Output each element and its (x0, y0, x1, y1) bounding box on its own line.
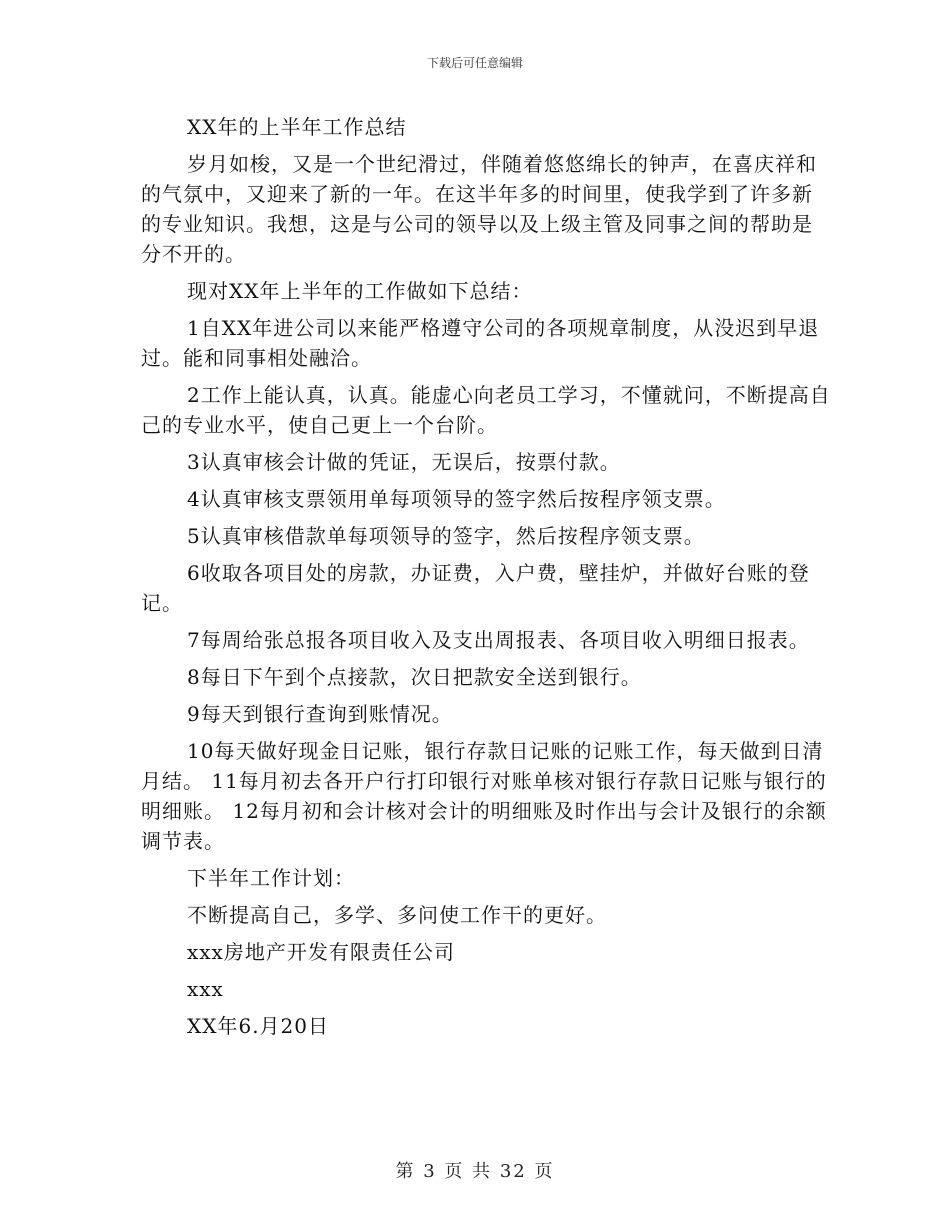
list-item-3: 3认真审核会计做的凭证，无误后，按票付款。 (187, 450, 621, 474)
signature-name: xxx (187, 977, 224, 1001)
list-item-4: 4认真审核支票领用单每项领导的签字然后按程序领支票。 (187, 487, 726, 511)
list-item-8: 8每日下午到个点接款，次日把款安全送到银行。 (187, 665, 642, 689)
document-body (141, 112, 831, 1048)
list-item-2: 2工作上能认真，认真。能虚心向老员工学习，不懂就问，不断提高自己的专业水平，使自己更上一个台阶。 (141, 383, 831, 437)
paragraph-summary-lead: 现对XX年上半年的工作做如下总结： (187, 279, 533, 303)
doc-title: XX年的上半年工作总结 (187, 115, 407, 139)
list-item-1: 1自XX年进公司以来能严格遵守公司的各项规章制度，从没迟到早退过。能和同事相处融洽。 (141, 316, 820, 370)
list-item-7: 7每周给张总报各项目收入及支出周报表、各项目收入明细日报表。 (187, 628, 810, 652)
list-item-6: 6收取各项目处的房款，办证费，入户费，壁挂炉，并做好台账的登记。 (141, 561, 810, 615)
list-item-9: 9每天到银行查询到账情况。 (187, 702, 453, 726)
plan-heading: 下半年工作计划： (187, 866, 355, 890)
list-item-10-12: 10每天做好现金日记账，银行存款日记账的记账工作，每天做到日清月结。 11每月初去各开户行打印银行对账单核对银行存款日记账与银行的明细账。 12每月初和会计核对会计的明细账及时作出与会计及银行的余额调节表。 (141, 739, 827, 853)
signature-date: XX年6.月20日 (187, 1014, 330, 1038)
signature-company: xxx房地产开发有限责任公司 (187, 940, 455, 964)
list-item-5: 5认真审核借款单每项领导的签字，然后按程序领支票。 (187, 524, 705, 548)
paragraph-intro: 岁月如梭，又是一个世纪滑过，伴随着悠悠绵长的钟声，在喜庆祥和的气氛中，又迎来了新的一年。在这半年多的时间里，使我学到了许多新的专业知识。我想，这是与公司的领导以及上级主管及同事之间的帮助是分不开的。 (141, 152, 817, 266)
page-number-footer: 第 3 页 共 32 页 (395, 1161, 555, 1182)
page-header-note: 下载后可任意编辑 (426, 56, 523, 70)
plan-text: 不断提高自己，多学、多问使工作干的更好。 (187, 903, 607, 927)
